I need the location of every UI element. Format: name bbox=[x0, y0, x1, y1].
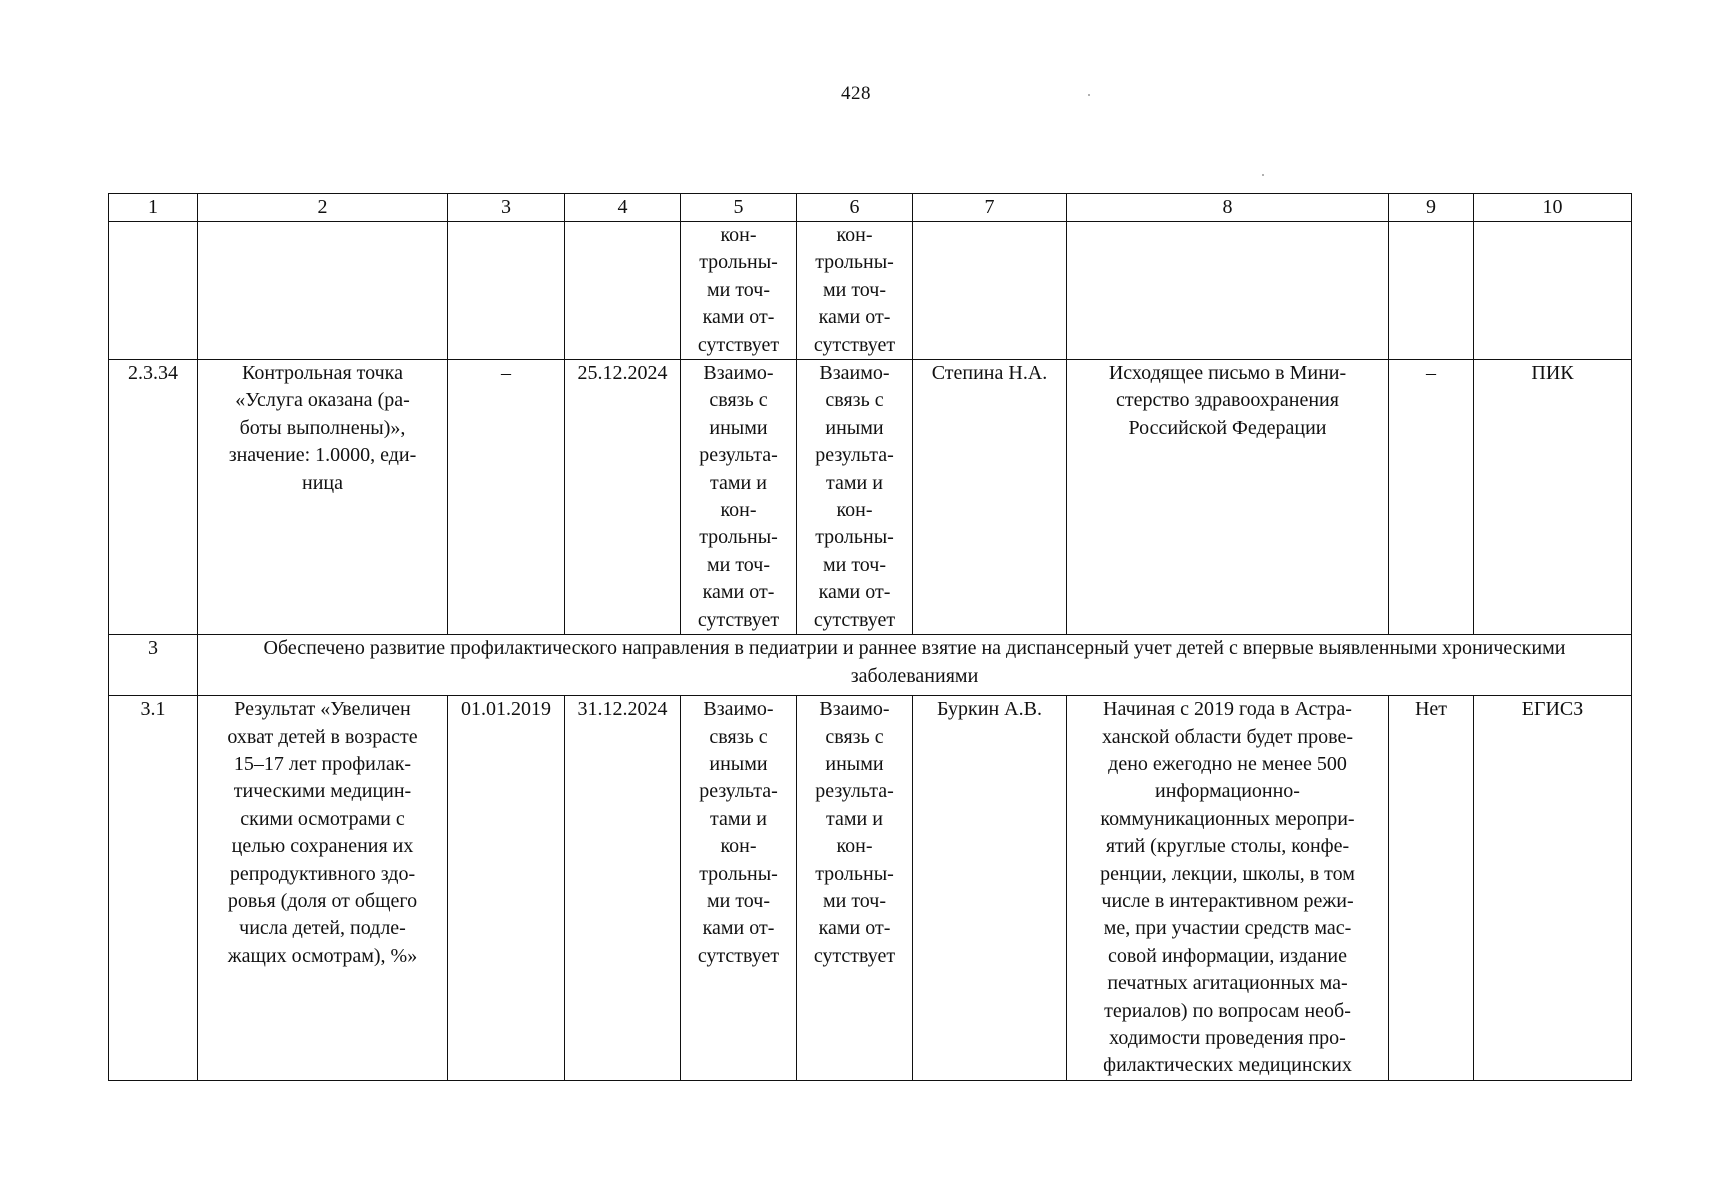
successor-cell: Взаимо- связь с иными результа- тами и кон- трольны- ми точ- ками от- сутствует bbox=[797, 696, 913, 1081]
information-system: ПИК bbox=[1474, 360, 1632, 635]
section-title: Обеспечено развитие профилактического направления в педиатрии и раннее взятие на диспансерный учет детей с впервые выявленными хроническими заболеваниями bbox=[198, 635, 1632, 696]
column-number: 9 bbox=[1389, 194, 1474, 222]
end-date: 31.12.2024 bbox=[565, 696, 681, 1081]
column-number: 5 bbox=[681, 194, 797, 222]
table-cell bbox=[913, 222, 1067, 360]
table-cell bbox=[1474, 222, 1632, 360]
result-description: Исходящее письмо в Мини- стерство здравоохранения Российской Федерации bbox=[1067, 360, 1389, 635]
item-name: Контрольная точка «Услуга оказана (ра- боты выполнены)», значение: 1.0000, еди- ница bbox=[198, 360, 448, 635]
start-date: 01.01.2019 bbox=[448, 696, 565, 1081]
table-cell bbox=[198, 222, 448, 360]
predecessor-cell: Взаимо- связь с иными результа- тами и кон- трольны- ми точ- ками от- сутствует bbox=[681, 696, 797, 1081]
column-number: 3 bbox=[448, 194, 565, 222]
table-row bbox=[109, 360, 1632, 635]
table-cell bbox=[1067, 222, 1389, 360]
predecessor-cell: Взаимо- связь с иными результа- тами и кон- трольны- ми точ- ками от- сутствует bbox=[681, 360, 797, 635]
row-number: 3.1 bbox=[109, 696, 198, 1081]
table-row bbox=[109, 222, 1632, 360]
table-cell: Нет bbox=[1389, 696, 1474, 1081]
table-cell bbox=[109, 222, 198, 360]
page-number: 428 bbox=[841, 83, 871, 104]
table-row bbox=[109, 696, 1632, 1081]
column-number: 10 bbox=[1474, 194, 1632, 222]
column-number: 8 bbox=[1067, 194, 1389, 222]
column-number: 7 bbox=[913, 194, 1067, 222]
scan-speck bbox=[1088, 94, 1090, 96]
responsible-person: Степина Н.А. bbox=[913, 360, 1067, 635]
table-cell bbox=[565, 222, 681, 360]
column-number: 4 bbox=[565, 194, 681, 222]
item-name: Результат «Увеличен охват детей в возрасте 15–17 лет профилак- тическими медицин- скими осмотрами с целью сохранения их репродуктивного здо- ровья (доля от общего числа детей, подле- жащих осмотрам), %» bbox=[198, 696, 448, 1081]
end-date: 25.12.2024 bbox=[565, 360, 681, 635]
column-number: 2 bbox=[198, 194, 448, 222]
start-date: – bbox=[448, 360, 565, 635]
table-cell bbox=[448, 222, 565, 360]
table-cell: кон- трольны- ми точ- ками от- сутствует bbox=[681, 222, 797, 360]
scan-speck bbox=[1262, 174, 1264, 176]
responsible-person: Буркин А.В. bbox=[913, 696, 1067, 1081]
table-cell: кон- трольны- ми точ- ками от- сутствует bbox=[797, 222, 913, 360]
row-number: 2.3.34 bbox=[109, 360, 198, 635]
column-number: 6 bbox=[797, 194, 913, 222]
column-number: 1 bbox=[109, 194, 198, 222]
table-cell: – bbox=[1389, 360, 1474, 635]
table-cell bbox=[1389, 222, 1474, 360]
result-description: Начиная с 2019 года в Астра- ханской области будет прове- дено ежегодно не менее 500 информационно- коммуникационных меропри- ятий (круглые столы, конфе- ренции, лекции, школы, в том числе в интерактивном режи- ме, при участии средств мас- совой информации, издание печатных агитационных ма- териалов) по вопросам необ- ходимости проведения про- филактических медицинских bbox=[1067, 696, 1389, 1081]
document-table bbox=[108, 193, 1632, 1081]
section-number: 3 bbox=[109, 635, 198, 696]
column-number-row bbox=[109, 194, 1632, 222]
section-row bbox=[109, 635, 1632, 696]
successor-cell: Взаимо- связь с иными результа- тами и кон- трольны- ми точ- ками от- сутствует bbox=[797, 360, 913, 635]
information-system: ЕГИСЗ bbox=[1474, 696, 1632, 1081]
